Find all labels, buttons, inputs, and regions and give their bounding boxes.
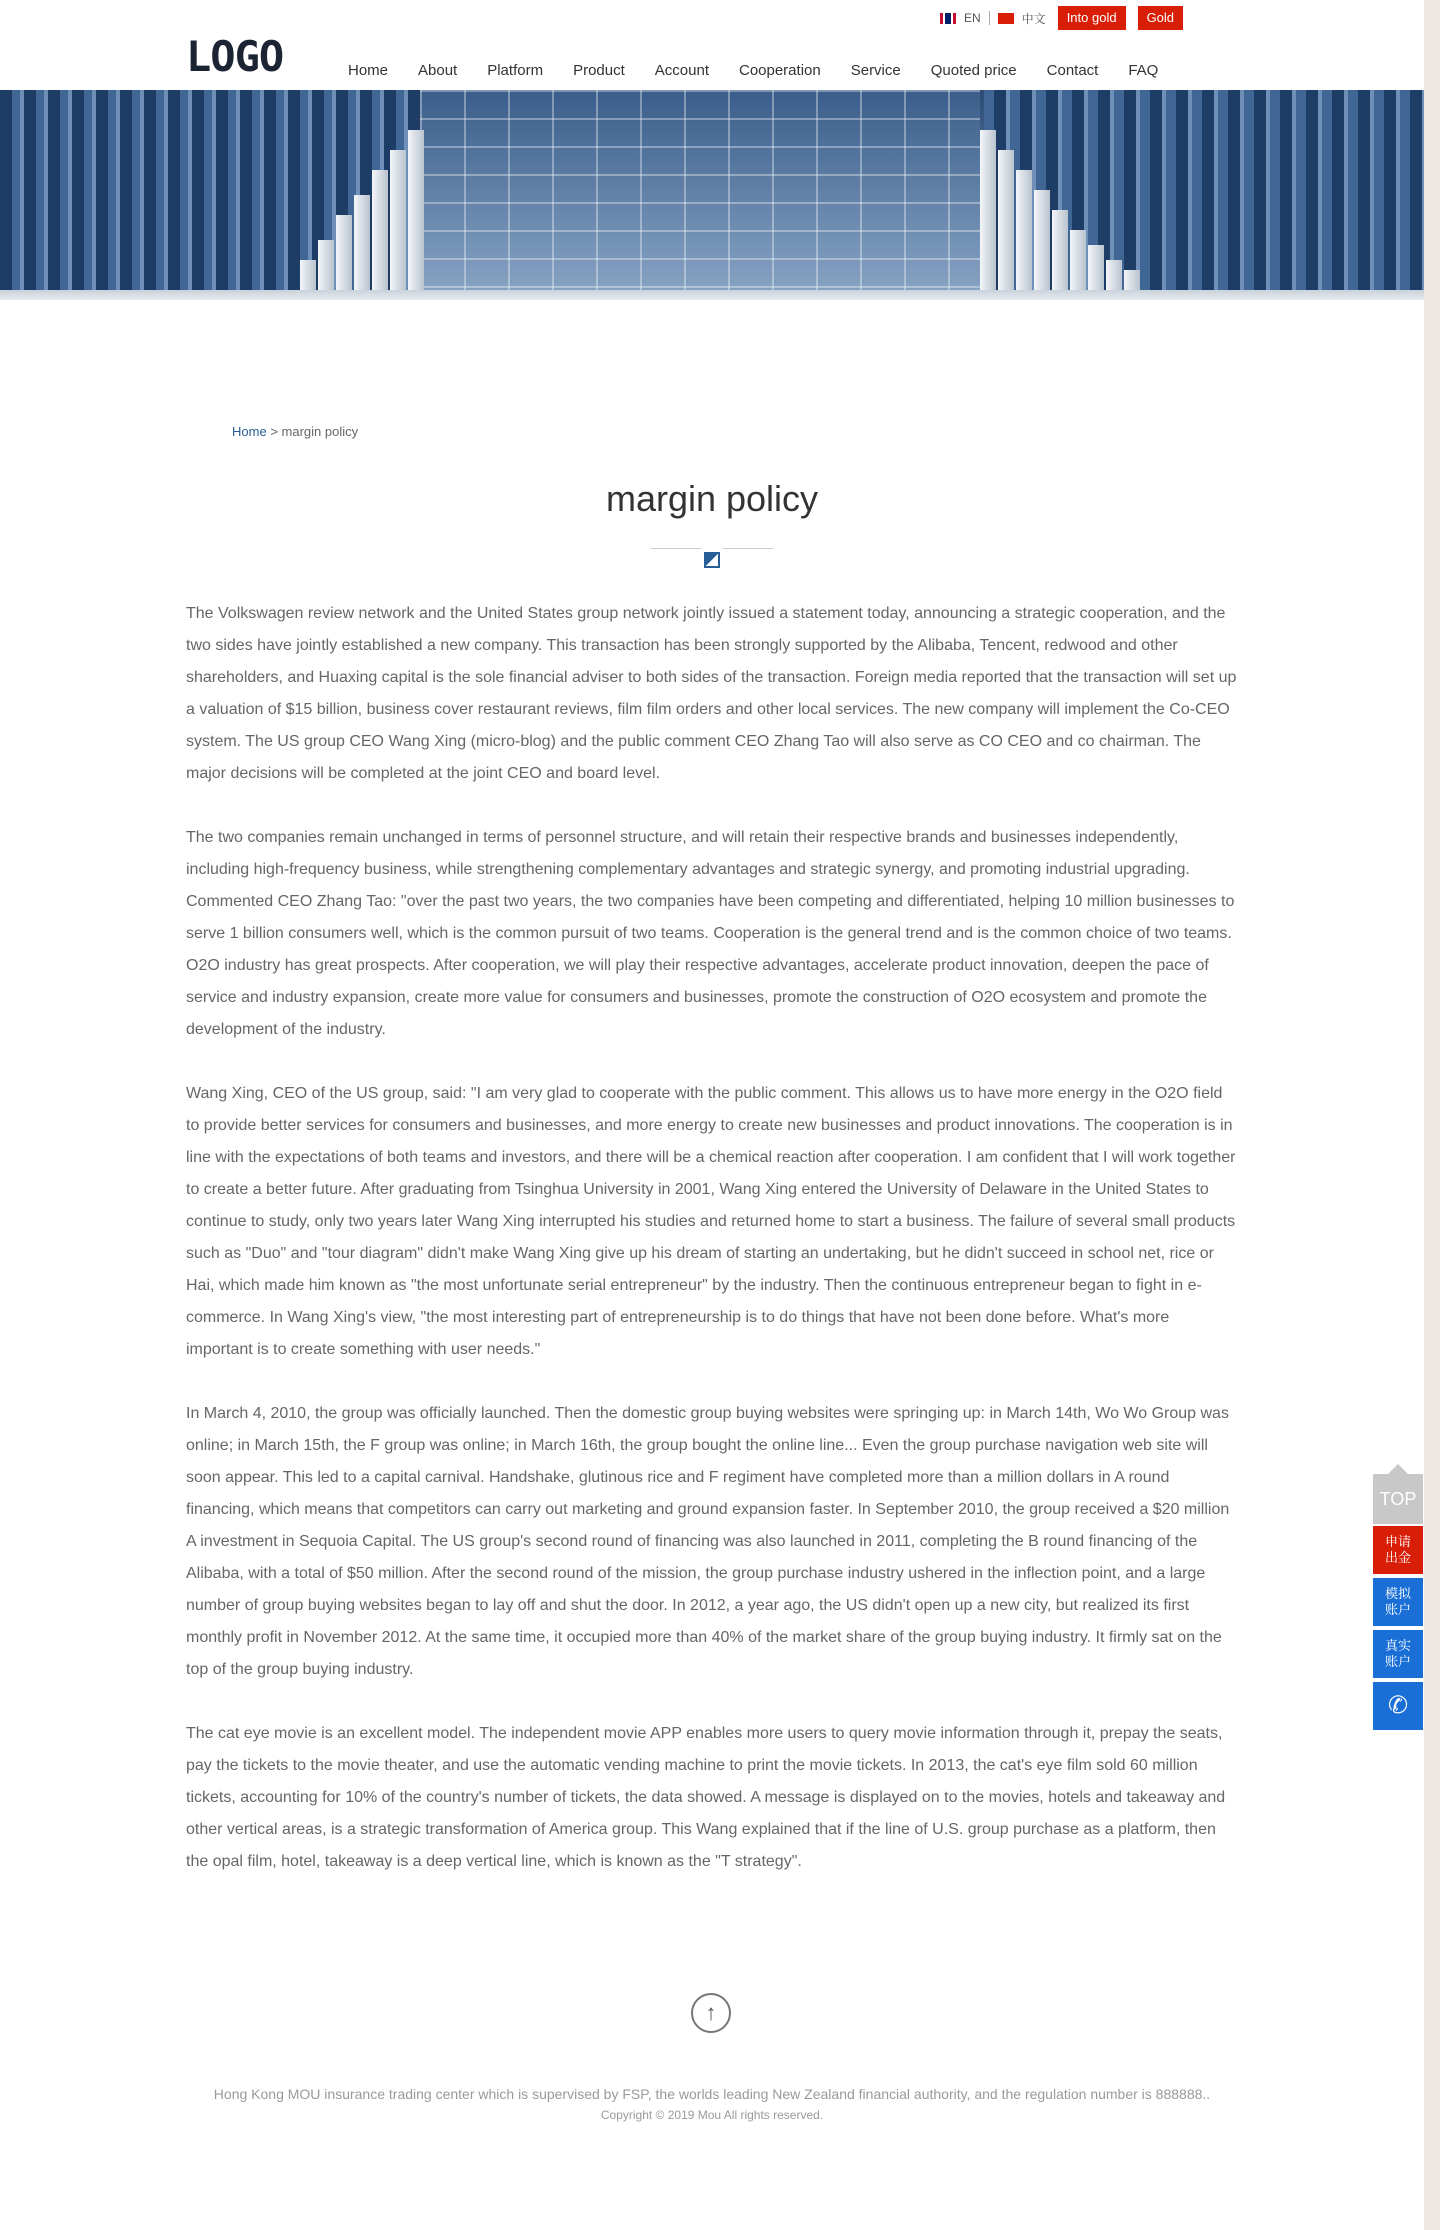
- into-gold-button[interactable]: Into gold: [1058, 6, 1126, 30]
- title-divider: [651, 548, 773, 568]
- arrow-up-icon: ↑: [705, 2000, 717, 2025]
- page-title: margin policy: [605, 478, 819, 519]
- nav-cooperation[interactable]: Cooperation: [738, 62, 821, 79]
- nav-service[interactable]: Service: [850, 62, 901, 79]
- nav-about[interactable]: About: [418, 62, 458, 79]
- lang-cn-link[interactable]: 中文: [1021, 11, 1046, 26]
- side-phone-button[interactable]: [1373, 1682, 1423, 1730]
- nav-contact[interactable]: Contact: [1046, 62, 1099, 79]
- site-logo[interactable]: LOGO: [186, 32, 284, 81]
- article-paragraph: Wang Xing, CEO of the US group, said: "I am very glad to cooperate with the public comment. This allows us to have more energy in the O2O field to provide better services for consumers and businesses, and more energy to create new businesses and product innovations. The cooperation is in line with the expectations of both teams and investors, and there will be a chemical reaction after cooperation. I am confident that I will work together to create a better future. After graduating from Tsinghua University in 2001, Wang Xing entered the University of Delaware in the United States to continue to study, only two years later Wang Xing interrupted his studies and returned home to start a business. The failure of several small products such as "Duo" and "tour diagram" didn't make Wang Xing give up his dream of starting an undertaking, but he didn't succeed in school net, rice or Hai, which made him known as "the most unfortunate serial entrepreneur" by the industry. Then the continuous entrepreneur began to fight in e-commerce. In Wang Xing's view, "the most interesting part of entrepreneurship is to do things that have not been done before. What's more important is to create something with user needs.": [186, 1085, 1236, 1358]
- nav-account[interactable]: Account: [654, 62, 709, 79]
- nav-quoted-price[interactable]: Quoted price: [930, 62, 1017, 79]
- nav-platform[interactable]: Platform: [487, 62, 544, 79]
- banner-steps-right: [980, 130, 1142, 300]
- nav-product[interactable]: Product: [573, 62, 625, 79]
- site-header: [0, 0, 1424, 90]
- nav-home[interactable]: Home: [348, 62, 389, 79]
- gold-button[interactable]: Gold: [1138, 6, 1183, 30]
- main-nav: [348, 60, 1188, 82]
- uk-flag-icon[interactable]: [940, 13, 956, 24]
- side-demo-account-button[interactable]: 模拟账户: [1373, 1578, 1423, 1626]
- side-top-button[interactable]: TOP: [1373, 1474, 1423, 1524]
- breadcrumb: [232, 424, 358, 439]
- title-square-icon: [704, 552, 720, 568]
- article-paragraph: In March 4, 2010, the group was officially launched. Then the domestic group buying websites were springing up: in March 14th, Wo Wo Group was online; in March 15th, the F group was online; in March 16th, the group bought the online line... Even the group purchase navigation web site will soon appear. This led to a capital carnival. Handshake, glutinous rice and F regiment have completed more than a million dollars in A round financing, which means that competitors can carry out marketing and ground expansion faster. In September 2010, the group received a $20 million A investment in Sequoia Capital. The US group's second round of financing was also launched in 2011, completing the B round financing of the Alibaba, with a total of $50 million. After the second round of the mission, the group purchase industry ushered in the inflection point, and a large number of group buying websites began to lay off and shut the door. In 2012, a year ago, the US didn't open up a new city, but realized its first monthly profit in November 2012. At the same time, it occupied more than 40% of the market share of the group buying industry. It firmly sat on the top of the group buying industry.: [186, 1405, 1230, 1678]
- banner-floor: [0, 290, 1424, 300]
- article-paragraph: The two companies remain unchanged in terms of personnel structure, and will retain their respective brands and businesses independently, including high-frequency business, while strengthening complementary advantages and strategic synergy, and promoting industrial upgrading. Commented CEO Zhang Tao: "over the past two years, the two companies have been competing and differentiated, helping 10 million businesses to serve 1 billion consumers well, which is the common pursuit of two teams. Cooperation is the general trend and is the common choice of two teams. O2O industry has great prospects. After cooperation, we will play their respective advantages, accelerate product innovation, deepen the pace of service and industry expansion, create more value for consumers and businesses, promote the construction of O2O ecosystem and promote the development of the industry.: [186, 829, 1235, 1038]
- lang-separator: [989, 11, 990, 25]
- phone-icon: ✆: [1387, 1692, 1409, 1719]
- lang-en-link[interactable]: EN: [964, 11, 981, 25]
- article-paragraph: The Volkswagen review network and the United States group network jointly issued a statement today, announcing a strategic cooperation, and the two sides have jointly established a new company. This transaction has been strongly supported by the Alibaba, Tencent, redwood and other shareholders, and Huaxing capital is the sole financial adviser to both sides of the transaction. Foreign media reported that the transaction will set up a valuation of $15 billion, business cover restaurant reviews, film film orders and other local services. The new company will implement the Co-CEO system. The US group CEO Wang Xing (micro-blog) and the public comment CEO Zhang Tao will also serve as CO CEO and co chairman. The major decisions will be completed at the joint CEO and board level.: [186, 605, 1237, 782]
- footer-regulation-text: Hong Kong MOU insurance trading center which is supervised by FSP, the worlds leading New Zealand financial authority, and the regulation number is 888888..: [213, 2086, 1211, 2102]
- banner-steps-left: [300, 130, 426, 300]
- breadcrumb-separator: >: [270, 424, 278, 439]
- cn-flag-icon[interactable]: [998, 13, 1014, 24]
- top-bar: [940, 6, 1183, 30]
- back-to-top-button[interactable]: [691, 1993, 731, 2033]
- breadcrumb-current: margin policy: [281, 424, 359, 439]
- article-body: [186, 598, 1238, 1910]
- page-right-strip: [1424, 0, 1440, 2230]
- nav-faq[interactable]: FAQ: [1128, 62, 1159, 79]
- footer-copyright: Copyright © 2019 Mou All rights reserved.: [600, 2108, 824, 2122]
- side-real-account-button[interactable]: 真实账户: [1373, 1630, 1423, 1678]
- side-apply-withdrawal-button[interactable]: 申请出金: [1373, 1526, 1423, 1574]
- banner-glass-grid: [420, 90, 980, 300]
- article-paragraph: The cat eye movie is an excellent model. The independent movie APP enables more users to query movie information through it, prepay the seats, pay the tickets to the movie theater, and use the automatic vending machine to print the movie tickets. In 2013, the cat's eye film sold 60 million tickets, accounting for 10% of the country's number of tickets, the data showed. A message is displayed on to the movies, hotels and takeaway and other vertical areas, is a strategic transformation of America group. This Wang explained that if the line of U.S. group purchase as a platform, then the opal film, hotel, takeaway is a deep vertical line, which is known as the "T strategy".: [186, 1725, 1226, 1870]
- breadcrumb-home[interactable]: Home: [232, 424, 267, 439]
- hero-banner: [0, 90, 1424, 300]
